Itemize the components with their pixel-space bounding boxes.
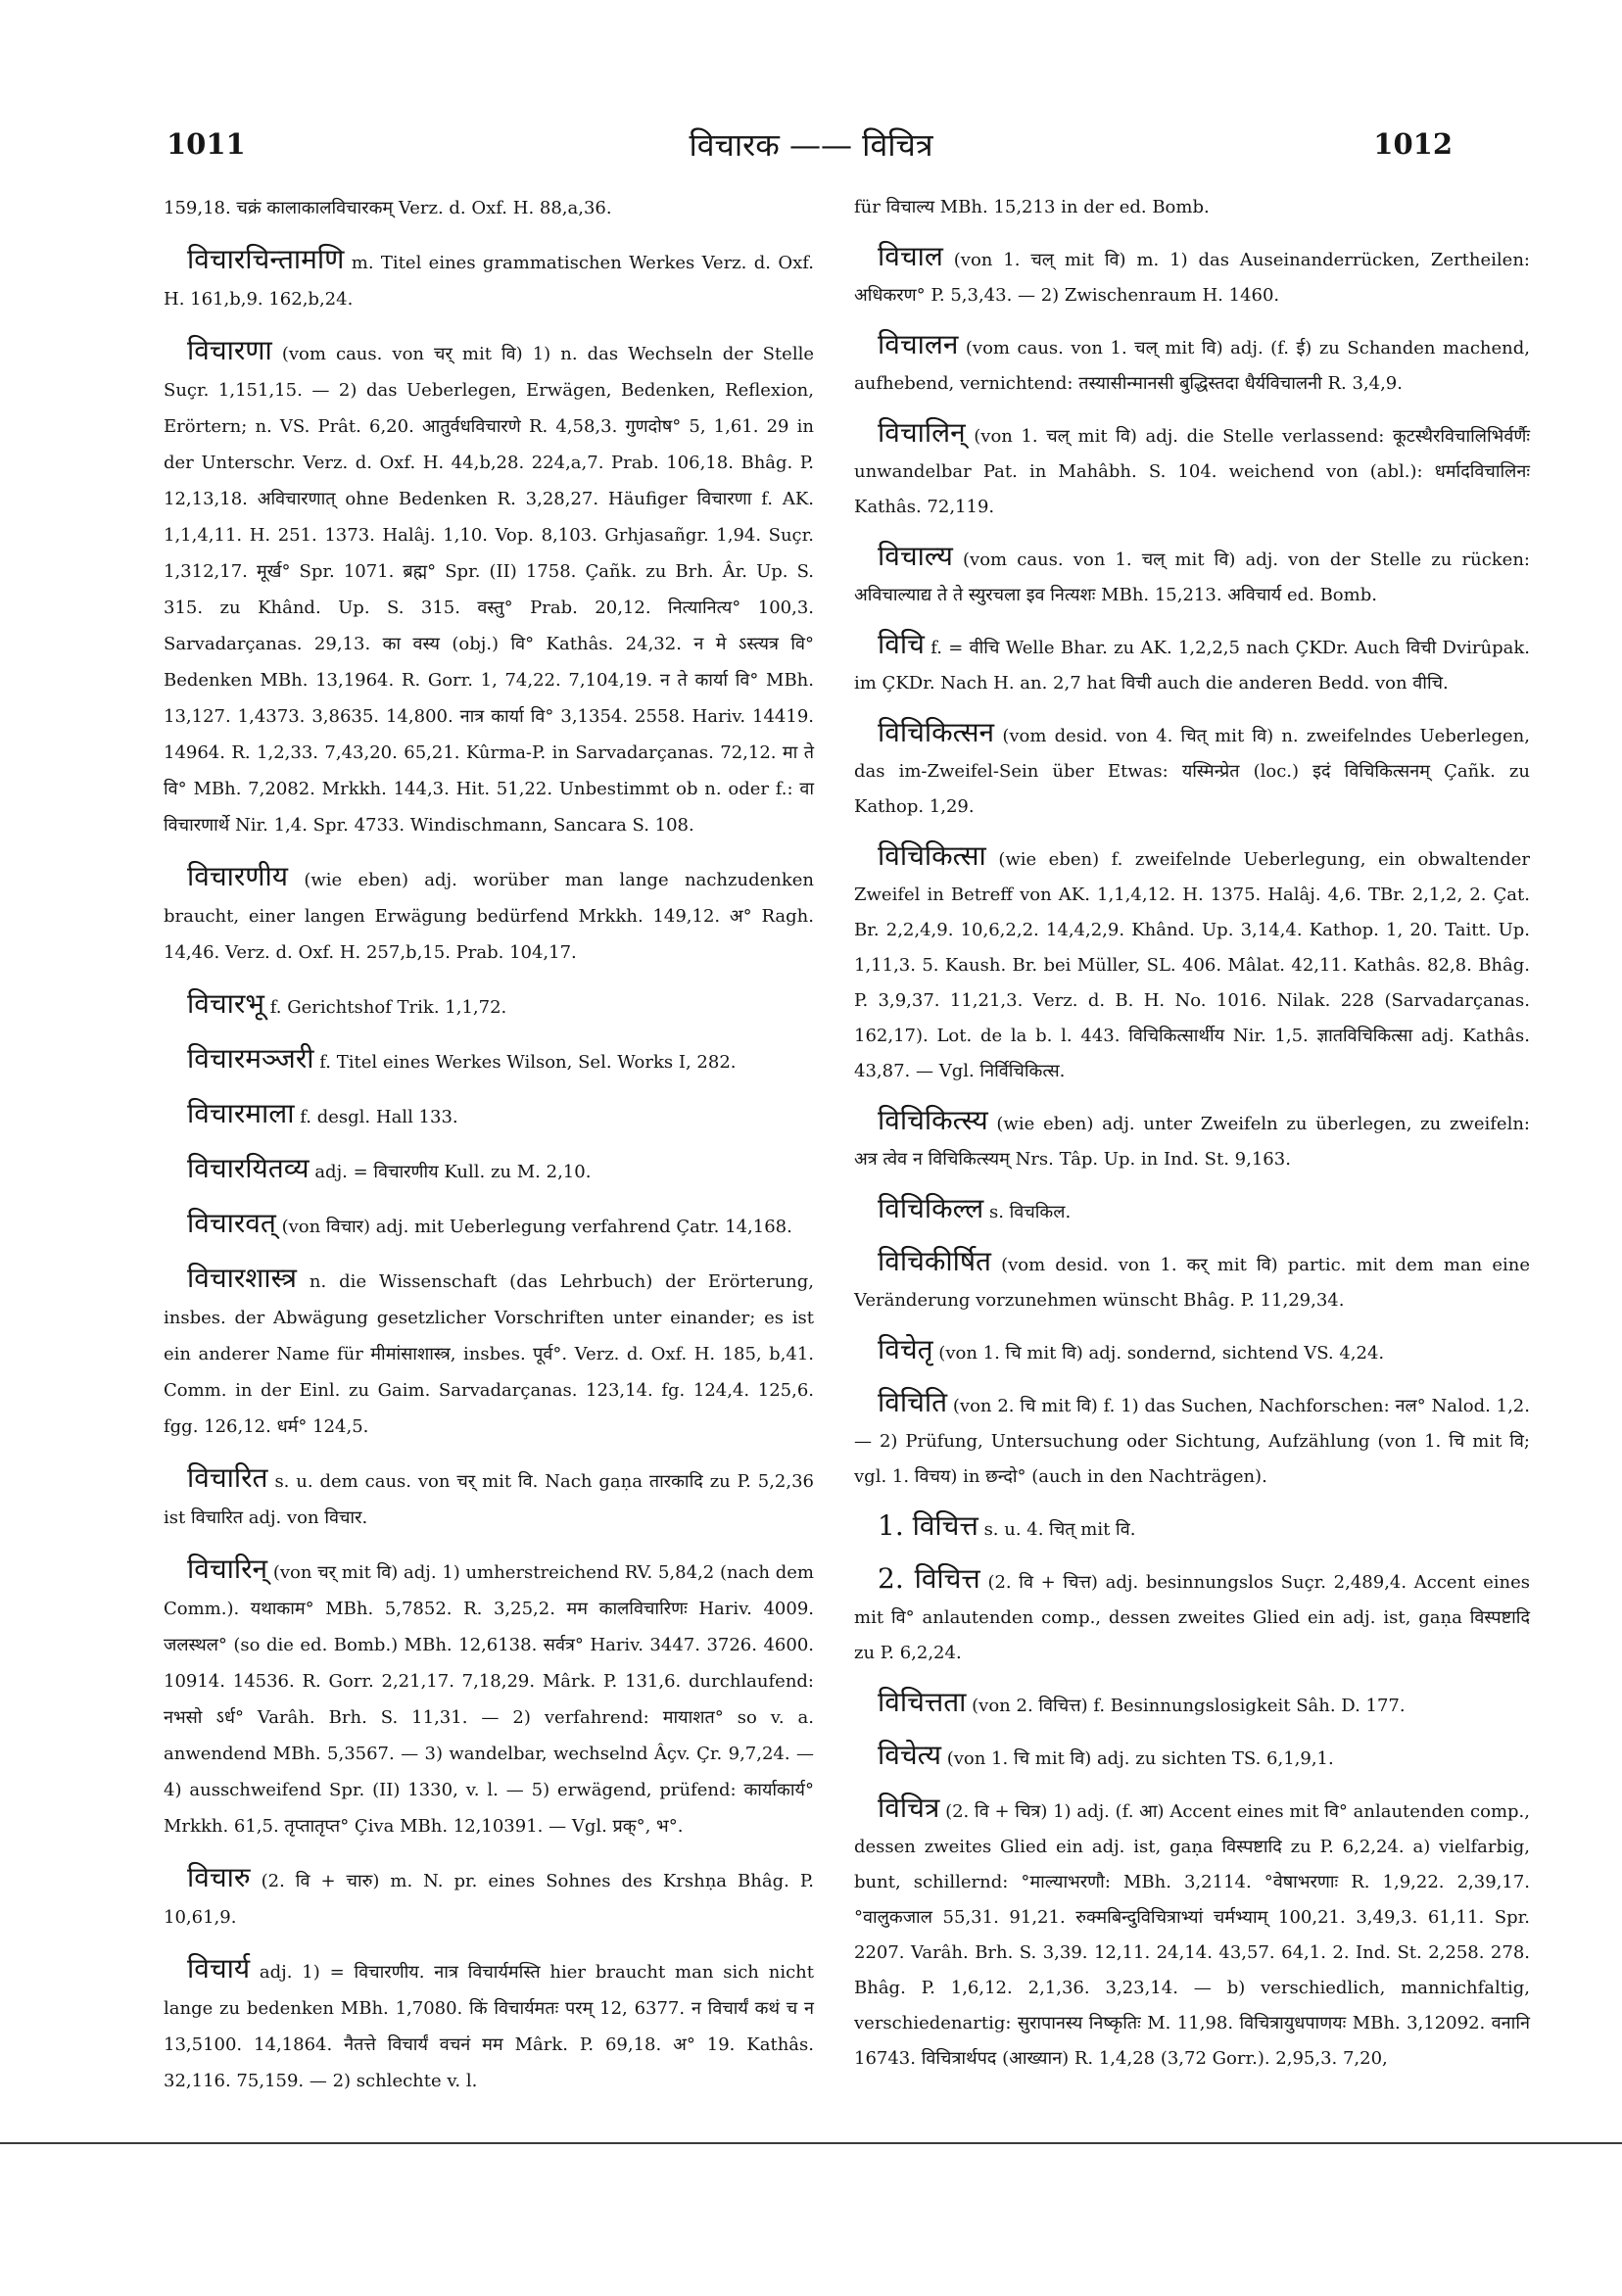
entry-headword: विचित्र [878, 1792, 940, 1824]
dictionary-entry [164, 241, 814, 317]
entry-definition: (2. वि + चित्र) 1) adj. (f. आ) Accent eines mit वि° anlautenden comp., dessen zweites Glied ein adj. ist, gaṇa विस्पष्टादि zu P. 6,2,24. a) vielfarbig, bunt, schillernd: °माल्याभरणौ: MBh. 3,2114. °वेषाभरणाः R. 1,9,22. 2,39,17. °वालुकजाल 55,31. 91,21. रुक्मबिन्दुविचित्राभ्यां चर्मभ्याम् 100,21. 3,49,3. 61,11. Spr. 2207. Varâh. Brh. S. 3,39. 12,11. 24,14. 43,57. 64,1. 2. Ind. St. 2,258. 278. Bhâg. P. 1,6,12. 2,1,36. 3,23,14. — b) verschiedlich, mannichfaltig, verschiedenartig: सुरापानस्य निष्कृतिः M. 11,98. विचित्रायुधपाणयः MBh. 3,12092. वनानि 16743. विचित्रार्थपद (आख्यान) R. 1,4,28 (3,72 Gorr.). 2,95,3. 7,20, [854, 1801, 1530, 2069]
entry-definition: adj. 1) = विचारणीय. नात्र विचार्यमस्ति hier braucht man sich nicht lange zu bedenken MBh. 1,7080. किं विचार्यमतः परम् 12, 6377. न विचार्यं कथं च न 13,5100. 14,1864. नैतत्ते विचार्यं वचनं मम Mârk. P. 69,18. अ° 19. Kathâs. 32,116. 75,159. — 2) schlechte v. l. [164, 1962, 814, 2091]
dictionary-entry [164, 1459, 814, 1536]
dictionary-entry [854, 1103, 1530, 1177]
entry-definition: (vom caus. von चर् mit वि) 1) n. das Wechseln der Stelle Suçr. 1,151,15. — 2) das Ueberlegen, Erwägen, Bedenken, Reflexion, Erörtern; n. VS. Prât. 6,20. आतुर्वधविचारणे R. 4,58,3. गुणदोष° 5, 1,61. 29 in der Unterschr. Verz. d. Oxf. H. 44,b,28. 224,a,7. Prab. 106,18. Bhâg. P. 12,13,18. अविचारणात् ohne Bedenken R. 3,28,27. Häufiger विचारणा f. AK. 1,1,4,11. H. 251. 1373. Halâj. 1,10. Vop. 8,103. Grhjasañgr. 1,94. Suçr. 1,312,17. मूर्ख° Spr. 1071. ब्रह्म° Spr. (II) 1758. Çañk. zu Brh. Âr. Up. S. 315. zu Khând. Up. S. 315. वस्तु° Prab. 20,12. नित्यानित्य° 100,3. Sarvadarçanas. 29,13. का वस्य (obj.) वि° Kathâs. 24,32. न मे ऽस्त्यत्र वि° Bedenken MBh. 13,1964. R. Gorr. 1, 74,22. 7,104,19. न ते कार्या वि° MBh. 13,127. 1,4373. 3,8635. 14,800. नात्र कार्या वि° 3,1354. 2558. Hariv. 14419. 14964. R. 1,2,33. 7,43,20. 65,21. Kûrma-P. in Sarvadarçanas. 72,12. मा ते वि° MBh. 7,2082. Mrkkh. 144,3. Hit. 51,22. Unbestimmt ob n. oder f.: वा विचारणार्थे Nir. 1,4. Spr. 4733. Windischmann, Sancara S. 108. [164, 344, 814, 836]
page-number-left: 1011 [167, 127, 246, 161]
entry-headword: विचेतृ [878, 1333, 933, 1365]
entry-definition: s. u. dem caus. von चर् mit वि. Nach gaṇa तारकादि zu P. 5,2,36 ist विचारित adj. von विचार. [164, 1471, 814, 1528]
entry-definition: (von 2. विचित्त) f. Besinnungslosigkeit Sâh. D. 177. [972, 1696, 1406, 1716]
dictionary-entry [854, 1332, 1530, 1371]
entry-definition: (2. वि + चित्त) adj. besinnungslos Suçr. 2,489,4. Accent eines mit वि° anlautenden comp., dessen zweites Glied ein adj. ist, gaṇa विस्पष्टादि zu P. 6,2,24. [854, 1572, 1530, 1663]
entry-definition: (wie eben) adj. worüber man lange nachzudenken braucht, einer langen Erwägung bedürfend Mrkkh. 149,12. अ° Ragh. 14,46. Verz. d. Oxf. H. 257,b,15. Prab. 104,17. [164, 870, 814, 963]
dictionary-entry [854, 1791, 1530, 2077]
entry-definition: (von 1. चल् mit वि) adj. die Stelle verlassend: कूटस्थैरविचालिभिर्वर्णैः unwandelbar Pat. in Mahâbh. S. 104. weichend von (abl.): धर्मादविचालिनः Kathâs. 72,119. [854, 426, 1530, 517]
entry-definition: (wie eben) f. zweifelnde Ueberlegung, ein obwaltender Zweifel in Betreff von AK. 1,1,4,12. H. 1375. Halâj. 4,6. TBr. 2,1,2, 2. Çat. Br. 2,2,4,9. 10,6,2,2. 14,4,2,9. Khând. Up. 3,14,4. Kathop. 1, 20. Taitt. Up. 1,11,3. 5. Kaush. Br. bei Müller, SL. 406. Mâlat. 42,11. Kathâs. 82,8. Bhâg. P. 3,9,37. 11,21,3. Verz. d. B. H. No. 1016. Nilak. 228 (Sarvadarçanas. 162,17). Lot. de la b. l. 443. विचिकित्सार्थीय Nir. 1,5. ज्ञातविचिकित्सा adj. Kathâs. 43,87. — Vgl. निर्विचिकित्स. [854, 849, 1530, 1081]
entry-headword: विचारित [187, 1461, 268, 1494]
entry-headword: विचारमाला [187, 1097, 295, 1129]
entry-definition: f. desgl. Hall 133. [300, 1107, 458, 1127]
entry-definition: für विचाल्य MBh. 15,213 in der ed. Bomb. [854, 197, 1210, 217]
entry-headword: विचारिन् [187, 1553, 268, 1585]
dictionary-entry [854, 1191, 1530, 1230]
dictionary-entry [854, 539, 1530, 613]
entry-headword: विचारशास्त्र [187, 1262, 297, 1294]
dictionary-entry [164, 190, 814, 226]
dictionary-entry [164, 858, 814, 971]
dictionary-entry [854, 1385, 1530, 1495]
footer-rule [0, 2142, 1622, 2144]
dictionary-entry [164, 1551, 814, 1844]
entry-headword: विचालिन् [878, 416, 966, 449]
entry-definition: f. = वीचि Welle Bhar. zu AK. 1,2,2,5 nach ÇKDr. Auch विची Dvirûpak. im ÇKDr. Nach H. an. 2,7 hat विची auch die anderen Bedd. von वीचि. [854, 638, 1530, 694]
entry-definition: 159,18. चक्रं कालाकालविचारकम् Verz. d. Oxf. H. 88,a,36. [164, 198, 612, 218]
entry-definition: s. विचकिल. [988, 1202, 1072, 1222]
dictionary-entry [854, 239, 1530, 313]
dictionary-entry [164, 1040, 814, 1080]
left-column [164, 190, 814, 2114]
dictionary-entry [854, 190, 1530, 225]
dictionary-entry [854, 1561, 1530, 1671]
entry-definition: f. Titel eines Werkes Wilson, Sel. Works I, 282. [319, 1052, 737, 1073]
dictionary-entry [164, 1150, 814, 1190]
entry-headword: विचि [878, 628, 925, 660]
entry-headword: विचाल [878, 240, 943, 272]
entry-definition: (von विचार) adj. mit Ueberlegung verfahrend Çatr. 14,168. [281, 1217, 792, 1237]
page-number-right: 1012 [1373, 127, 1453, 161]
entry-headword: विचिकित्सन [878, 716, 995, 748]
dictionary-entry [164, 1859, 814, 1936]
dictionary-entry [164, 1095, 814, 1135]
dictionary-entry [854, 1685, 1530, 1724]
entry-headword: विचिति [878, 1386, 948, 1418]
dictionary-entry [854, 1738, 1530, 1777]
dictionary-entry [854, 1508, 1530, 1548]
entry-definition: (von चर् mit वि) adj. 1) umherstreichend RV. 5,84,2 (nach dem Comm.). यथाकाम° MBh. 5,7852. R. 3,25,2. मम कालविचारिणः Hariv. 4009. जलस्थल° (so die ed. Bomb.) MBh. 12,6138. सर्वत्र° Hariv. 3447. 3726. 4600. 10914. 14536. R. Gorr. 2,21,17. 7,18,29. Mârk. P. 131,6. durchlaufend: नभसो ऽर्ध° Varâh. Brh. S. 11,31. — 2) verfahrend: मायाशत° so v. a. anwendend MBh. 5,3567. — 3) wandelbar, wechselnd Âçv. Çr. 9,7,24. — 4) ausschweifend Spr. (II) 1330, v. l. — 5) erwägend, prüfend: कार्याकार्य° Mrkkh. 61,5. तृप्तातृप्त° Çiva MBh. 12,10391. — Vgl. प्रक्°, भ°. [164, 1562, 814, 1837]
dictionary-entry [164, 1950, 814, 2099]
running-head: विचारक —— विचित्र [689, 126, 933, 164]
entry-headword: विचेत्य [878, 1739, 941, 1771]
entry-headword: विचालन [878, 328, 959, 360]
entry-definition: (vom desid. von 4. चित् mit वि) n. zweifelndes Ueberlegen, das im-Zweifel-Sein über Etwas: यस्मिन्प्रेत (loc.) इदं विचिकित्सनम् Çañk. zu Kathop. 1,29. [854, 726, 1530, 817]
entry-definition: (vom caus. von 1. चल् mit वि) adj. von der Stelle zu rücken: अविचाल्याद्य ते ते स्युरचला इव नित्यशः MBh. 15,213. अविचार्य ed. Bomb. [854, 550, 1530, 605]
dictionary-entry [854, 1244, 1530, 1318]
entry-headword: विचारणा [187, 334, 272, 366]
entry-headword: विचारभू [187, 987, 264, 1020]
entry-definition: (von 1. चि mit वि) adj. sondernd, sichtend VS. 4,24. [938, 1343, 1385, 1363]
entry-headword: विचार्य [187, 1952, 251, 1985]
entry-headword: विचारवत् [187, 1207, 276, 1239]
dictionary-entry [164, 985, 814, 1026]
entry-headword: विचिकित्स्य [878, 1104, 988, 1136]
dictionary-entry [164, 1205, 814, 1245]
entry-headword: विचारु [187, 1861, 251, 1893]
entry-headword: विचित्तता [878, 1686, 967, 1718]
dictionary-entry [854, 715, 1530, 825]
dictionary-entry [164, 332, 814, 843]
entry-headword: विचारयितव्य [187, 1152, 310, 1184]
entry-headword: विचारणीय [187, 860, 289, 892]
entry-definition: (von 1. चि mit वि) adj. zu sichten TS. 6,1,9,1. [946, 1748, 1334, 1769]
entry-headword: विचिकित्सा [878, 839, 986, 872]
entry-definition: n. die Wissenschaft (das Lehrbuch) der Erörterung, insbes. der Abwägung gesetzlicher Vorschriften unter einander; es ist ein anderer Name für मीमांसाशास्त्र, insbes. पूर्व°. Verz. d. Oxf. H. 185, b,41. Comm. in der Einl. zu Gaim. Sarvadarçanas. 123,14. fg. 124,4. 125,6. fgg. 126,12. धर्म° 124,5. [164, 1271, 814, 1437]
entry-headword: 2. विचित्त [878, 1562, 980, 1595]
dictionary-entry [854, 838, 1530, 1089]
entry-headword: विचारचिन्तामणि [187, 243, 345, 275]
dictionary-entry [854, 327, 1530, 402]
dictionary-entry [854, 627, 1530, 701]
entry-definition: f. Gerichtshof Trik. 1,1,72. [269, 997, 507, 1018]
entry-definition: m. Titel eines grammatischen Werkes Verz. d. Oxf. H. 161,b,9. 162,b,24. [164, 253, 814, 310]
entry-definition: s. u. 4. चित् mit वि. [983, 1519, 1136, 1540]
dictionary-entry [164, 1260, 814, 1445]
entry-headword: विचिकिल्ल [878, 1192, 984, 1224]
entry-definition: (von 2. चि mit वि) f. 1) das Suchen, Nachforschen: नल° Nalod. 1,2. — 2) Prüfung, Untersuchung oder Sichtung, Aufzählung (von 1. चि mit वि; vgl. 1. विचय) in छन्दो° (auch in den Nachträgen). [854, 1396, 1530, 1487]
entry-definition: (vom desid. von 1. कर् mit वि) partic. mit dem man eine Veränderung vorzunehmen wünscht Bhâg. P. 11,29,34. [854, 1255, 1530, 1311]
entry-definition: (2. वि + चारु) m. N. pr. eines Sohnes des Krshṇa Bhâg. P. 10,61,9. [164, 1871, 814, 1928]
entry-headword: विचिकीर्षित [878, 1245, 992, 1277]
right-column [854, 190, 1530, 2090]
entry-headword: विचाल्य [878, 540, 953, 572]
entry-headword: विचारमञ्जरी [187, 1042, 314, 1075]
entry-headword: 1. विचित्त [878, 1509, 978, 1542]
entry-definition: (von 1. चल् mit वि) m. 1) das Auseinanderrücken, Zertheilen: अधिकरण° P. 5,3,43. — 2) Zwischenraum H. 1460. [854, 250, 1530, 306]
entry-definition: (wie eben) adj. unter Zweifeln zu überlegen, zu zweifeln: अत्र त्वेव न विचिकित्स्यम् Nrs. Tâp. Up. in Ind. St. 9,163. [854, 1114, 1530, 1170]
dictionary-entry [854, 415, 1530, 525]
entry-definition: adj. = विचारणीय Kull. zu M. 2,10. [314, 1162, 592, 1182]
entry-definition: (vom caus. von 1. चल् mit वि) adj. (f. ई) zu Schanden machend, aufhebend, vernichtend: तस्यासीन्मानसी बुद्धिस्तदा धैर्यविचालनी R. 3,4,9. [854, 338, 1530, 394]
